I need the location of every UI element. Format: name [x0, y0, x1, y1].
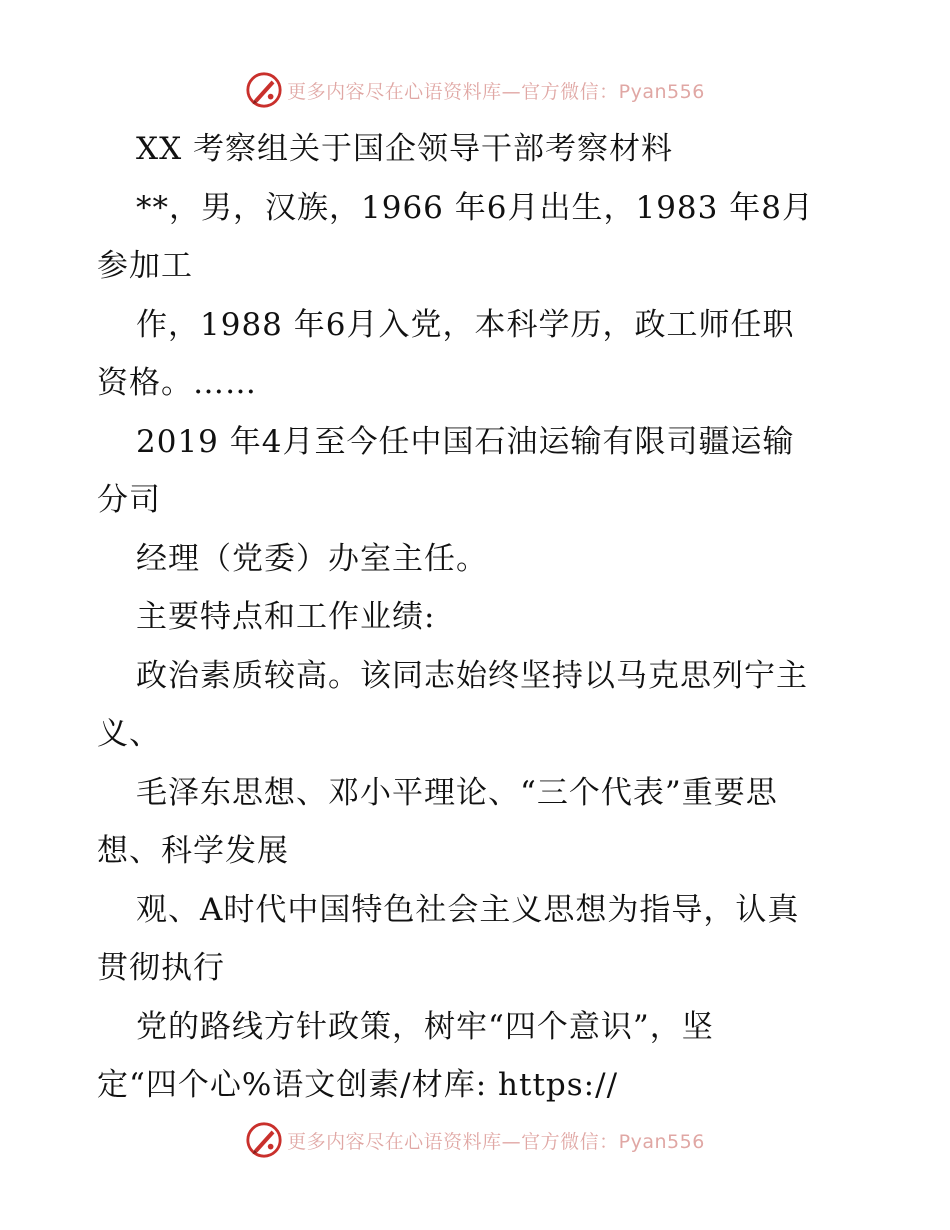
text-line: 作，1988 年6月入党，本科学历，政工师任职	[136, 306, 795, 343]
text-line: 想、科学发展	[97, 833, 289, 869]
text-line: 党的路线方针政策，树牢“四个意识”，坚	[136, 1008, 714, 1045]
text-line: 观、A时代中国特色社会主义思想为指导，认真	[136, 891, 800, 928]
text-line: 政治素质较高。该同志始终坚持以马克思列宁主	[136, 657, 808, 694]
header-watermark	[0, 68, 950, 112]
text-line: 经理（党委）办室主任。	[136, 540, 488, 577]
text-line: 义、	[97, 716, 161, 752]
text-line: 毛泽东思想、邓小平理论、“三个代表”重要思	[136, 774, 778, 811]
quill-pen-logo-icon	[245, 71, 283, 109]
text-line: 2019 年4月至今任中国石油运输有限司疆运输	[136, 423, 795, 460]
watermark-text: 更多内容尽在心语资料库—官方微信：Pyan556	[287, 1130, 705, 1153]
text-line: 定“四个心%语文创素/材库: https://	[97, 1067, 619, 1103]
text-line: 主要特点和工作业绩:	[136, 599, 436, 635]
quill-pen-logo-icon	[245, 1121, 283, 1159]
footer-watermark	[0, 1118, 950, 1162]
text-line: 分司	[97, 482, 161, 518]
document-body	[97, 120, 867, 1115]
text-line: 参加工	[97, 248, 193, 284]
text-line: **，男，汉族，1966 年6月出生，1983 年8月	[136, 189, 814, 226]
text-line: 贯彻执行	[97, 950, 225, 986]
text-line: 资格。……	[97, 365, 257, 401]
text-line: XX 考察组关于国企领导干部考察材料	[136, 131, 673, 167]
watermark-text: 更多内容尽在心语资料库—官方微信：Pyan556	[287, 80, 705, 103]
